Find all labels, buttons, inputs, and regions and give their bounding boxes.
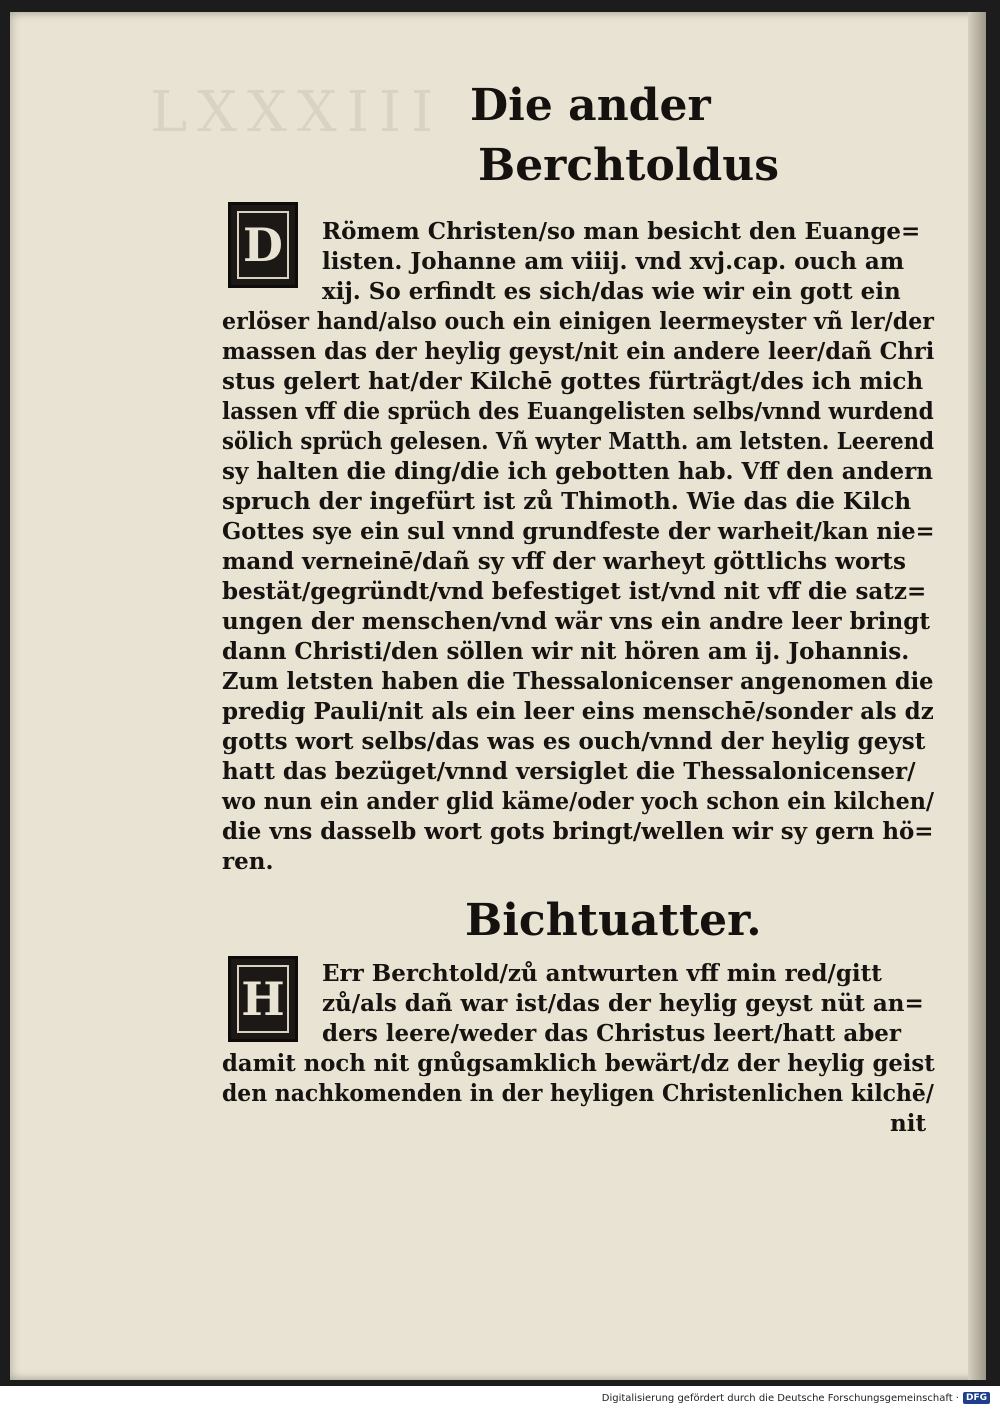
show-through-text: LXXXIII xyxy=(150,80,444,145)
text-line: listen. Johanne am viiij. vnd xvj.cap. ouch am xyxy=(322,248,905,275)
text-line: hatt das bezüget/vnnd versiglet die Thessalonicenser/ xyxy=(222,758,916,785)
footer-credit xyxy=(602,1392,990,1404)
initial-letter: H xyxy=(237,965,289,1033)
text-line: bestät/gegründt/vnd befestiget ist/vnd nit vff die satz= xyxy=(222,578,927,605)
dfg-logo[interactable]: DFG xyxy=(963,1392,990,1404)
text-line: damit noch nit gnůgsamklich bewärt/dz der heylig geist xyxy=(222,1050,935,1077)
text-line: wo nun ein ander glid käme/oder yoch schon ein kilchen/ xyxy=(222,788,935,815)
text-line: predig Pauli/nit als ein leer eins menschē/sonder als dz xyxy=(222,698,934,725)
text-line: Römem Christen/so man besicht den Euange= xyxy=(322,218,921,245)
text-line: die vns dasselb wort gots bringt/wellen wir sy gern hö= xyxy=(222,818,934,845)
decorated-initial-h xyxy=(228,956,298,1042)
heading-die-ander: Die ander xyxy=(470,80,711,131)
text-line: stus gelert hat/der Kilchē gottes fürträgt/des ich mich xyxy=(222,368,924,395)
decorated-initial-d xyxy=(228,202,298,288)
footer-text: Digitalisierung gefördert durch die Deutsche Forschungsgemeinschaft · xyxy=(601,1392,959,1404)
text-line: ders leere/weder das Christus leert/hatt aber xyxy=(322,1020,902,1047)
text-line: massen das der heylig geyst/nit ein andere leer/dañ Chri xyxy=(222,338,935,365)
text-line: spruch der ingefürt ist zů Thimoth. Wie das die Kilch xyxy=(222,488,912,515)
initial-letter: D xyxy=(237,211,289,279)
text-line: sy halten die ding/die ich gebotten hab. Vff den andern xyxy=(222,458,933,485)
text-line: sölich sprüch gelesen. Vñ wyter Matth. am letsten. Leerend xyxy=(222,428,935,455)
text-line: ren. xyxy=(222,848,274,875)
heading-berchtoldus: Berchtoldus xyxy=(478,140,780,191)
text-line: Err Berchtold/zů antwurten vff min red/gitt xyxy=(322,960,882,987)
text-line: zů/als dañ war ist/das der heylig geyst nüt an= xyxy=(322,990,924,1017)
text-line: lassen vff die sprüch des Euangelisten selbs/vnnd wurdend xyxy=(222,398,934,425)
text-line: mand verneinē/dañ sy vff der warheyt göttlichs worts xyxy=(222,548,906,575)
text-line: ungen der menschen/vnd wär vns ein andre leer bringt xyxy=(222,608,930,635)
text-line: dann Christi/den söllen wir nit hören am ij. Johannis. xyxy=(222,638,910,665)
text-line: erlöser hand/also ouch ein einigen leermeyster vñ ler/der xyxy=(222,308,934,335)
text-line: gotts wort selbs/das was es ouch/vnnd der heylig geyst xyxy=(222,728,926,755)
text-line: Gottes sye ein sul vnnd grundfeste der warheit/kan nie= xyxy=(222,518,935,545)
text-line: den nachkomenden in der heyligen Christenlichen kilchē/ xyxy=(222,1080,934,1107)
page-edge xyxy=(968,12,986,1380)
text-line: xij. So erfindt es sich/das wie wir ein gott ein xyxy=(322,278,901,305)
text-line: Zum letsten haben die Thessalonicenser angenomen die xyxy=(222,668,934,695)
heading-bichtuatter: Bichtuatter. xyxy=(465,895,762,946)
text-line: nit xyxy=(890,1110,927,1137)
